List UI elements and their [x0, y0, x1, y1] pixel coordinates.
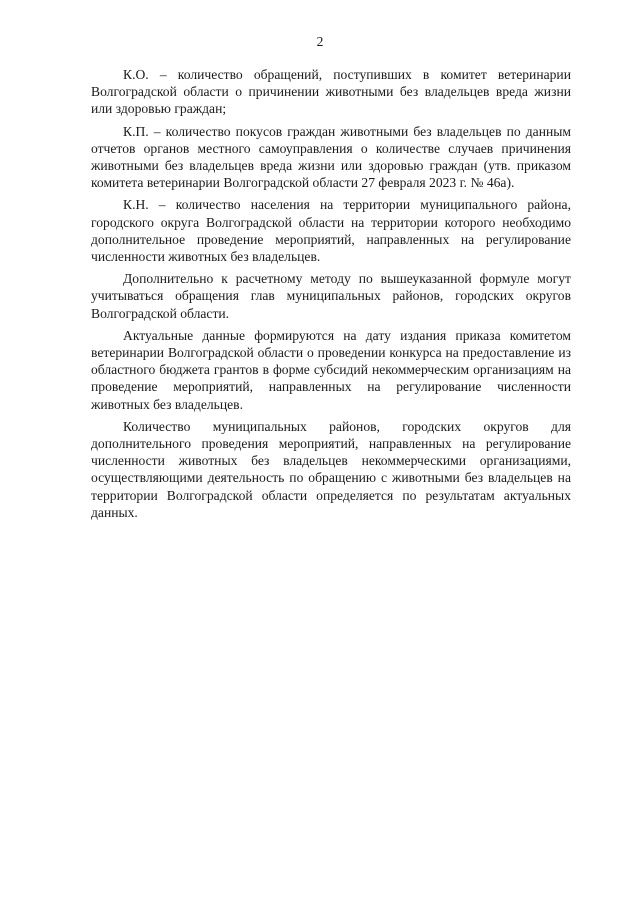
page-number: 2 [316, 34, 324, 49]
document-body [91, 66, 571, 521]
paragraph-actual-data: Актуальные данные формируются на дату издания приказа комитетом ветеринарии Волгоградской области о проведении конкурса на предоставление из областного бюджета грантов в форме субсидий некоммерческим организациям на проведение мероприятий, направленных на регулирование численности животных без владельцев. [91, 327, 571, 412]
paragraph-districts-count: Количество муниципальных районов, городских округов для дополнительного проведения мероприятий, направленных на регулирование численности животных без владельцев некоммерческими организациями, осуществляющими деятельность по обращению с животными без владельцев на территории Волгоградской области определяется по результатам актуальных данных. [91, 418, 571, 520]
paragraph-ko-definition: К.О. – количество обращений, поступивших в комитет ветеринарии Волгоградской области о причинении животными без владельцев вреда жизни или здоровью граждан; [91, 67, 571, 117]
paragraph-kp-definition: К.П. – количество покусов граждан животными без владельцев по данным отчетов органов местного самоуправления о количестве случаев причинения животными без владельцев вреда жизни или здоровью граждан (утв. приказом комитета ветеринарии Волгоградской области 27 февраля 2023 г. № 46а). [91, 123, 571, 191]
paragraph-additional-method: Дополнительно к расчетному методу по вышеуказанной формуле могут учитываться обращения глав муниципальных районов, городских округов Волгоградской области. [91, 271, 571, 321]
paragraph-kn-definition: К.Н. – количество населения на территории муниципального района, городского округа Волгоградской области на территории которого необходимо дополнительное проведение мероприятий, направленных на регулирование численности животных без владельцев. [91, 197, 571, 265]
